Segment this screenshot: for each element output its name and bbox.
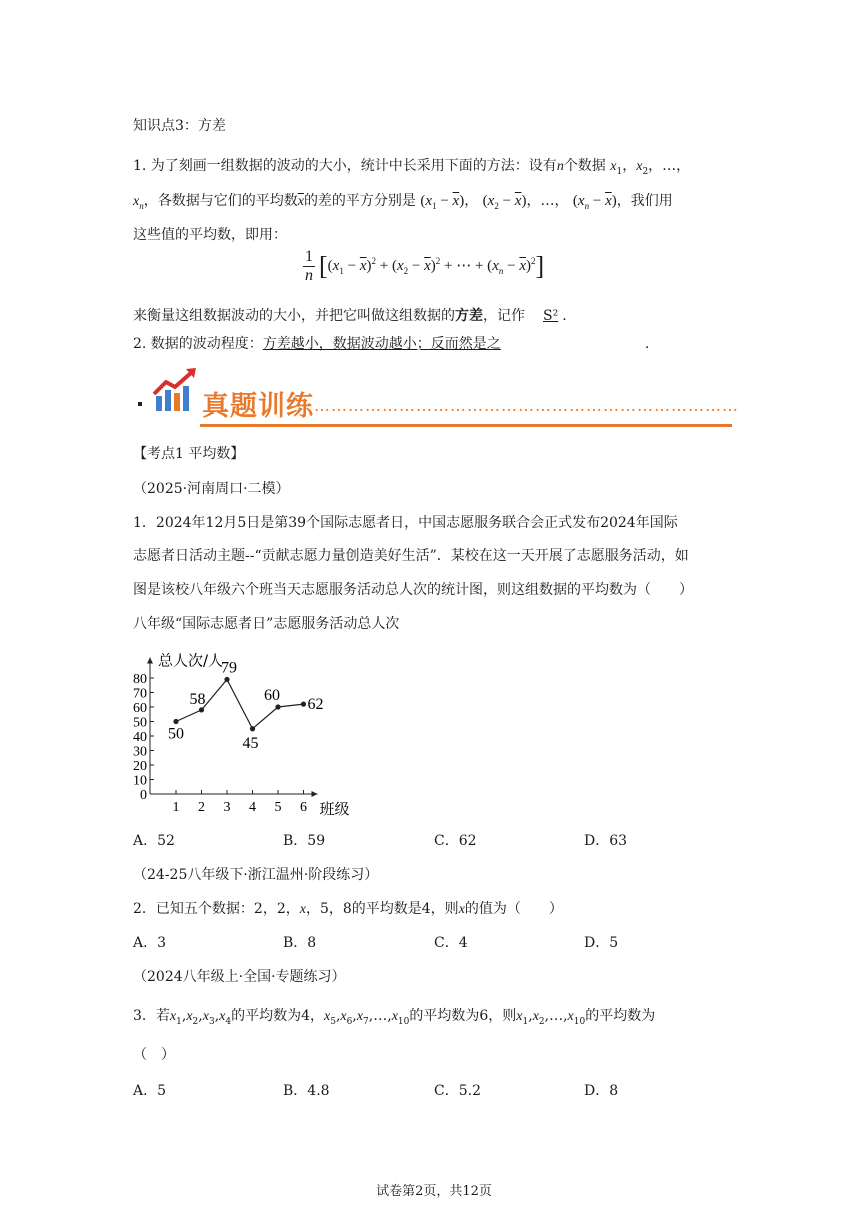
q2-stem: 2．已知五个数据：2，2，x，5，8的平均数是4，则x的值为（ ） (133, 901, 563, 917)
y-tick-label: 40 (133, 730, 147, 745)
y-tick-label: 10 (133, 773, 147, 789)
q3-option-b[interactable]: B．4.8 (283, 1083, 330, 1099)
q3-option-d[interactable]: D．8 (584, 1083, 619, 1099)
p1-text-e: ，我们用 (616, 193, 673, 209)
chart-growth-icon (150, 366, 200, 416)
variance-formula: $\frac{1}{n}$ [$(x_1 - \overline{x})^2 + (x_2 - \overline{x})^2$ + ⋯ + $(x_n - \overline{x})^2$] (305, 248, 545, 284)
y-tick-label: 60 (133, 701, 147, 716)
q1-stem-line3: 图是该校八年级六个班当天志愿服务活动总人次的统计图，则这组数据的平均数为（ ） (133, 582, 693, 598)
data-label: 58 (189, 690, 206, 708)
data-point (199, 707, 204, 712)
q3-source: （2024八年级上·全国·专题练习） (133, 969, 346, 985)
x-axis-label: 班级 (319, 800, 350, 818)
x-tick-label: 2 (198, 800, 205, 815)
variance-term: 方差 (455, 308, 483, 324)
p1-text-c: ，各数据与它们的平均数 (143, 193, 298, 209)
data-point (224, 677, 229, 682)
banner-dots: ………………………………………………………………… (314, 396, 739, 415)
q1-figure-caption: 八年级“国际志愿者日”志愿服务活动总人次 (133, 616, 400, 632)
y-tick-label: 0 (140, 788, 147, 803)
data-label: 45 (242, 734, 259, 752)
knowledge-p1-line2: $x_n$，各数据与它们的平均数$\overline{x}$的差的平方分别是 $(x_1 - \overline{x})$， $(x_2 - \overline{x})$，…， $(x_n - \overline{x})$，我们用 (133, 193, 673, 211)
data-label: 60 (264, 687, 280, 704)
q1-option-d[interactable]: D．63 (584, 833, 628, 849)
y-tick-label: 80 (133, 672, 147, 687)
x-tick-label: 6 (300, 800, 307, 815)
y-axis-arrow (147, 658, 153, 664)
y-tick-label: 20 (133, 759, 147, 774)
knowledge-title: 知识点3：方差 (133, 118, 226, 134)
q3-option-c[interactable]: C．5.2 (434, 1083, 481, 1099)
q1-option-c[interactable]: C．62 (434, 833, 477, 849)
data-point (250, 726, 255, 731)
q2-option-c[interactable]: C．4 (434, 935, 468, 951)
data-label: 50 (168, 725, 184, 743)
fluctuation-answer: 方差越小，数据波动越小；反而然是之 (262, 336, 501, 352)
p1-text-b: 个数据 (563, 158, 606, 174)
q2-option-d[interactable]: D．5 (584, 935, 619, 951)
q2-option-a[interactable]: A．3 (133, 935, 167, 951)
q2-option-b[interactable]: B．8 (283, 935, 317, 951)
y-axis-label: 总人次/人 (158, 651, 224, 670)
q3-option-a[interactable]: A．5 (133, 1083, 167, 1099)
p1-n: n (556, 159, 564, 174)
page-footer: 试卷第2页，共12页 (376, 1184, 492, 1199)
knowledge-p1-line1: 1. 为了刻画一组数据的波动的大小，统计中长采用下面的方法：设有n个数据 $x_1$，$x_2$，…， (133, 158, 691, 177)
x-tick-label: 5 (274, 800, 282, 815)
knowledge-p1-line4: 来衡量这组数据波动的大小，并把它叫做这组数据的方差，记作 S² . (133, 308, 567, 324)
knowledge-p1-line3: 这些值的平均数，即用： (133, 227, 287, 243)
section-banner (138, 366, 738, 428)
q1-stem-line1: 1．2024年12月5日是第39个国际志愿者日，中国志愿服务联合会正式发布2024年国际 (133, 515, 678, 531)
y-tick-label: 30 (133, 744, 147, 760)
q2-source: （24-25八年级下·浙江温州·阶段练习） (133, 867, 379, 883)
p1-text-d: 的差的平方分别是 (303, 193, 416, 209)
y-tick-label: 50 (133, 715, 147, 731)
banner-title: 真题训练 (202, 391, 314, 422)
banner-dot (138, 402, 142, 406)
data-label: 79 (221, 659, 237, 677)
variance-symbol-answer: S² (543, 308, 559, 324)
y-tick-label: 70 (133, 686, 147, 702)
data-point (173, 719, 178, 724)
data-point (275, 704, 280, 709)
q1-line-chart (120, 638, 370, 823)
q3-answer-paren: （ ） (133, 1047, 175, 1063)
q1-stem-line2: 志愿者日活动主题--“贡献志愿力量创造美好生活”．某校在这一天开展了志愿服务活动，如 (133, 548, 689, 564)
section-label: 【考点1 平均数】 (133, 446, 245, 462)
knowledge-p2: 2. 数据的波动程度：方差越小，数据波动越小；反而然是之 . (133, 333, 649, 353)
q3-stem: 3．若$x_1,x_2,x_3,x_4$的平均数为4，$x_5,x_6,x_7,\dots,x_{10}$的平均数为6，则$x_1,x_2,\dots,x_{10}$的平均数为 (133, 1008, 656, 1027)
x-tick-label: 3 (223, 800, 231, 815)
q1-option-b[interactable]: B．59 (283, 833, 326, 849)
data-point (301, 702, 306, 707)
q1-source: （2025·河南周口·二模） (133, 481, 290, 497)
q1-option-a[interactable]: A．52 (133, 833, 175, 849)
x-tick-label: 1 (172, 800, 180, 815)
p1-text-a: 1. 为了刻画一组数据的波动的大小，统计中长采用下面的方法：设有 (133, 158, 557, 174)
x-axis-arrow (312, 791, 318, 797)
data-label: 62 (307, 696, 324, 714)
banner-underline (200, 424, 732, 427)
x-tick-label: 4 (249, 800, 256, 815)
